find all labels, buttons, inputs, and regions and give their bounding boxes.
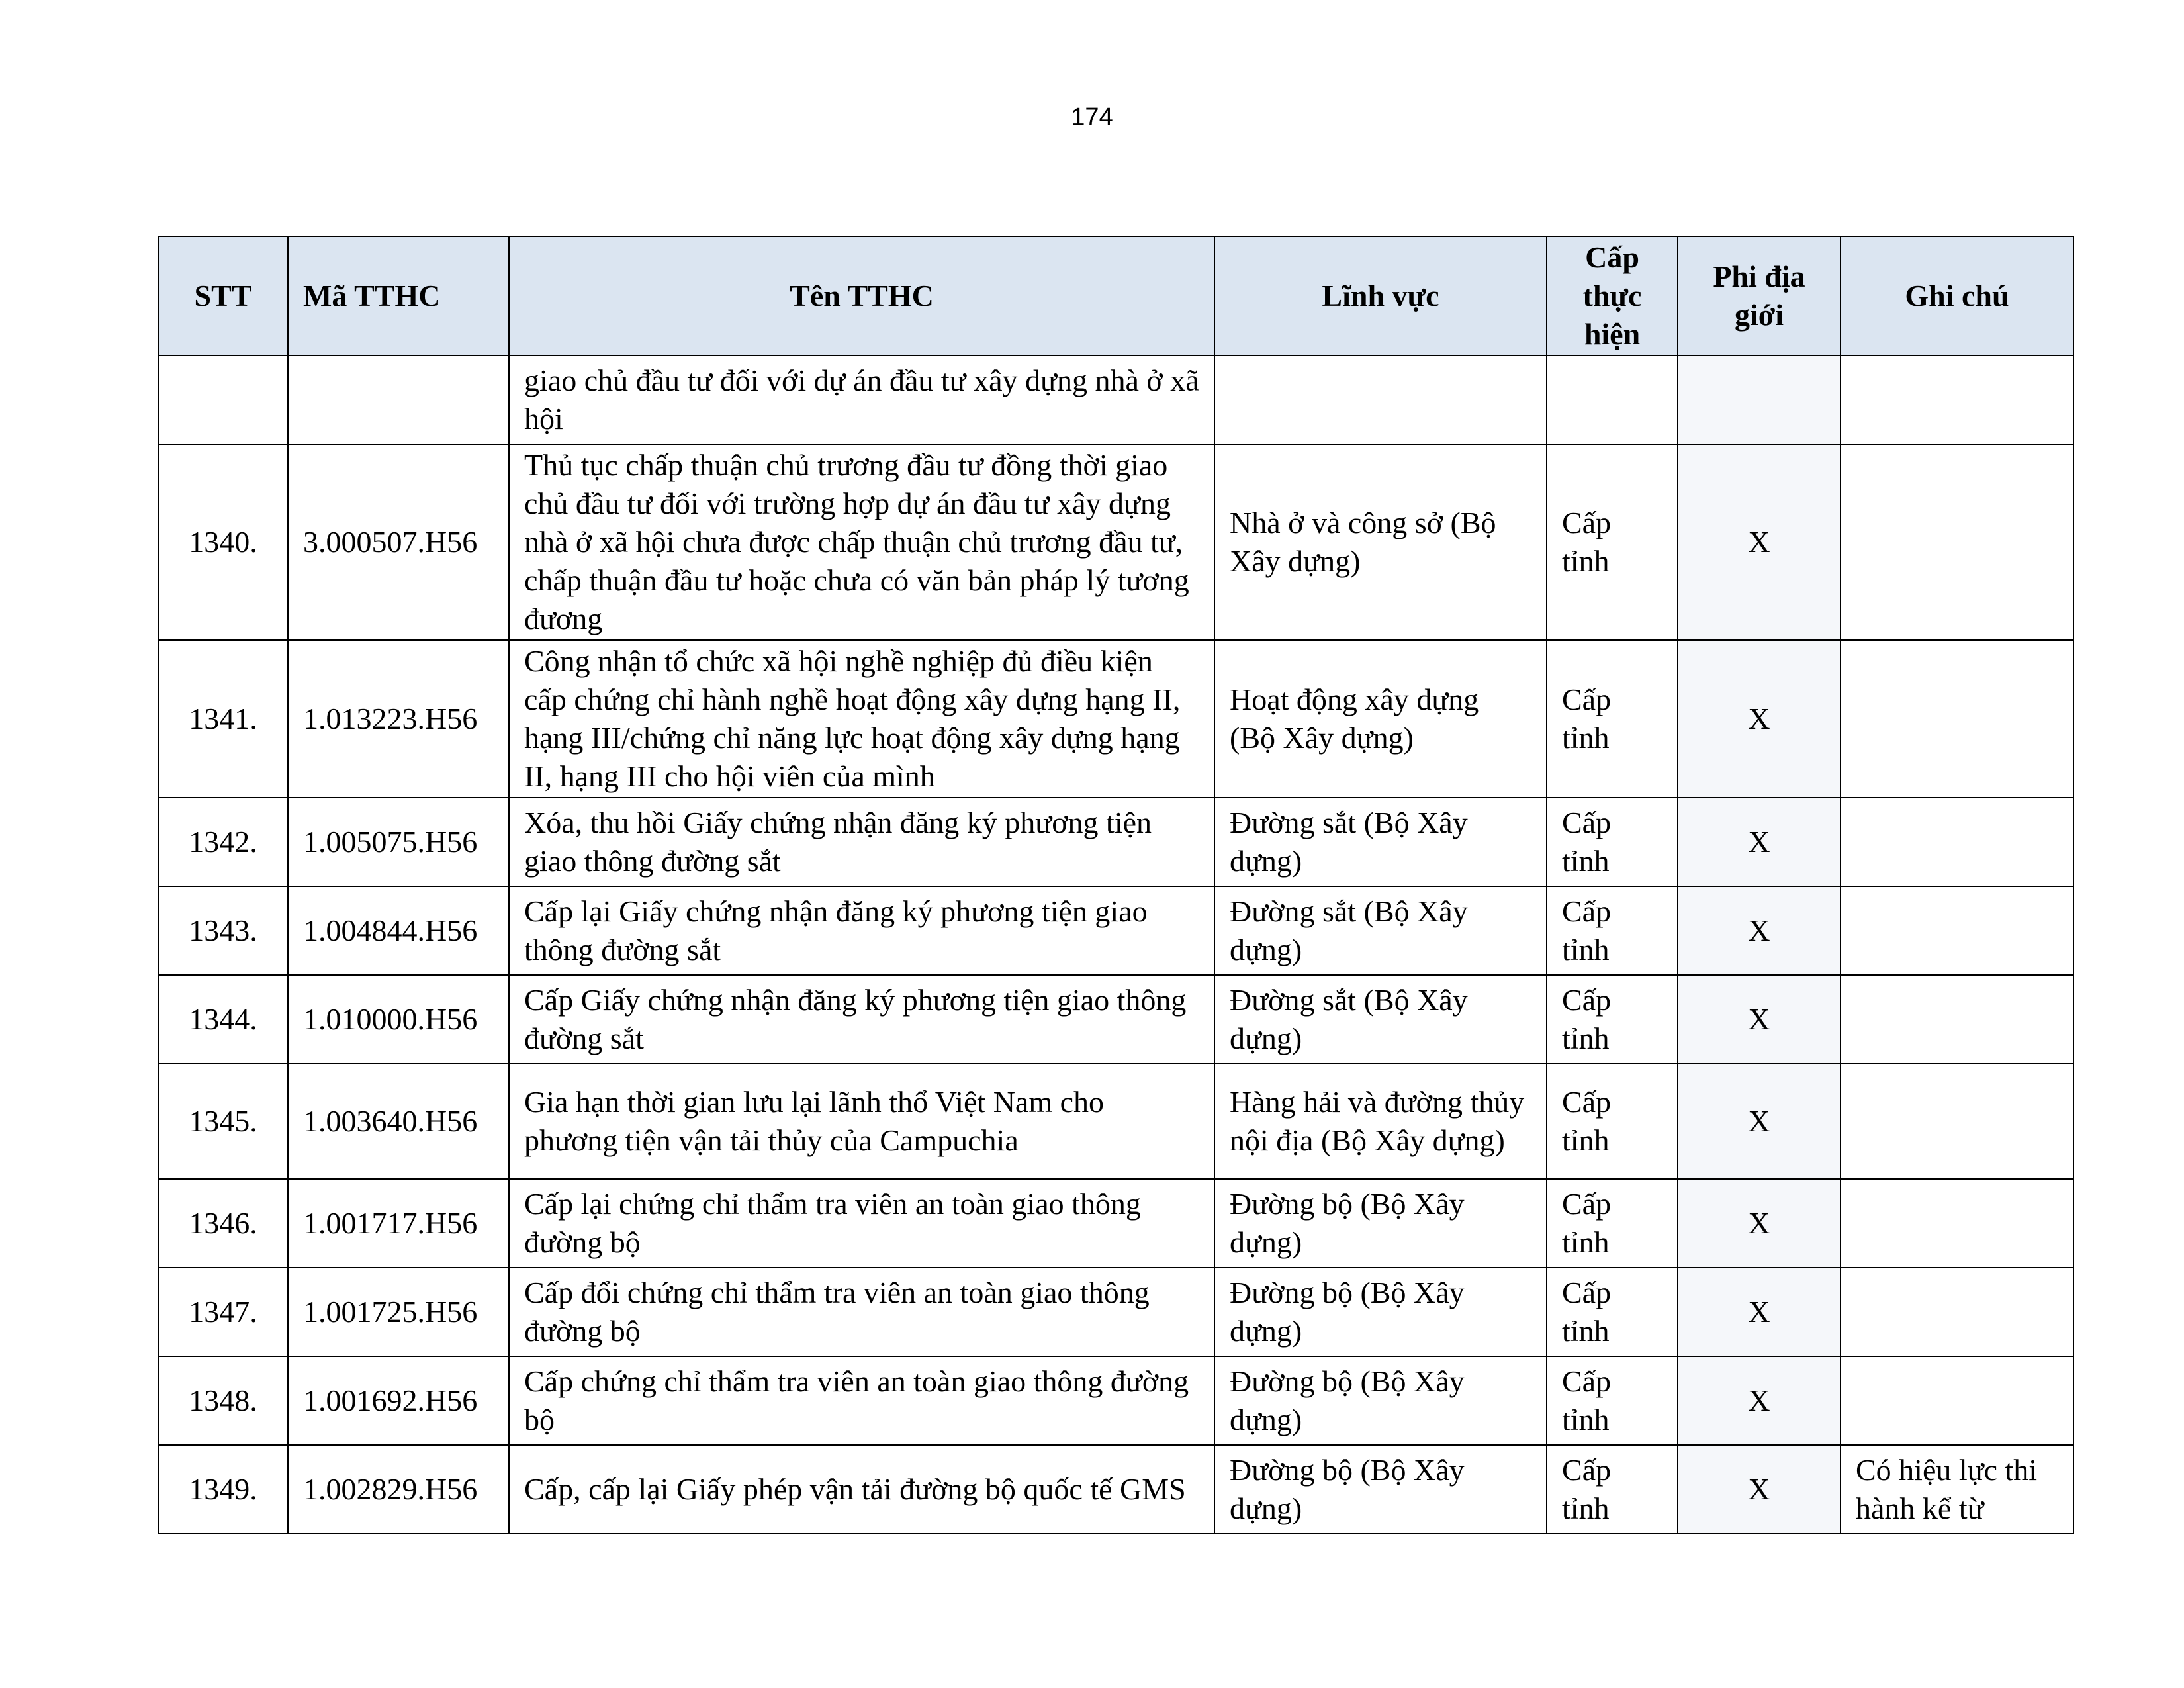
cell-ma-tthc: 1.003640.H56 xyxy=(288,1064,509,1179)
cell-stt: 1346. xyxy=(158,1179,288,1268)
cell-cap-thuc-hien: Cấp tỉnh xyxy=(1547,1356,1678,1445)
cell-ghi-chu xyxy=(1841,1356,2073,1445)
cell-ma-tthc: 1.013223.H56 xyxy=(288,640,509,798)
cell-ten-tthc: Công nhận tổ chức xã hội nghề nghiệp đủ điều kiện cấp chứng chỉ hành nghề hoạt động xây dựng hạng II, hạng III/chứng chỉ năng lực hoạt động xây dựng hạng II, hạng III cho hội viên của mình xyxy=(509,640,1214,798)
cell-phi-dia-gioi: X xyxy=(1678,1445,1841,1534)
cell-ten-tthc: Cấp lại chứng chỉ thẩm tra viên an toàn giao thông đường bộ xyxy=(509,1179,1214,1268)
cell-ten-tthc: Cấp đổi chứng chỉ thẩm tra viên an toàn giao thông đường bộ xyxy=(509,1268,1214,1356)
cell-stt: 1345. xyxy=(158,1064,288,1179)
cell-phi-dia-gioi xyxy=(1678,355,1841,444)
cell-phi-dia-gioi: X xyxy=(1678,798,1841,886)
cell-ten-tthc: Cấp, cấp lại Giấy phép vận tải đường bộ quốc tế GMS xyxy=(509,1445,1214,1534)
cell-ma-tthc: 1.001725.H56 xyxy=(288,1268,509,1356)
cell-linh-vuc: Đường sắt (Bộ Xây dựng) xyxy=(1214,886,1547,975)
header-stt: STT xyxy=(158,236,288,355)
table-row xyxy=(158,1356,2073,1445)
cell-phi-dia-gioi: X xyxy=(1678,640,1841,798)
header-ghi-chu: Ghi chú xyxy=(1841,236,2073,355)
cell-phi-dia-gioi: X xyxy=(1678,1064,1841,1179)
cell-ghi-chu xyxy=(1841,798,2073,886)
cell-ghi-chu xyxy=(1841,1064,2073,1179)
cell-linh-vuc: Đường bộ (Bộ Xây dựng) xyxy=(1214,1445,1547,1534)
cell-ten-tthc: Thủ tục chấp thuận chủ trương đầu tư đồng thời giao chủ đầu tư đối với trường hợp dự án đầu tư xây dựng nhà ở xã hội chưa được chấp thuận chủ trương đầu tư, chấp thuận đầu tư hoặc chưa có văn bản pháp lý tương đương xyxy=(509,444,1214,640)
cell-linh-vuc xyxy=(1214,355,1547,444)
cell-stt: 1340. xyxy=(158,444,288,640)
tthc-table xyxy=(158,236,2074,1534)
table-header-row xyxy=(158,236,2073,355)
cell-stt xyxy=(158,355,288,444)
cell-phi-dia-gioi: X xyxy=(1678,975,1841,1064)
cell-stt: 1348. xyxy=(158,1356,288,1445)
cell-ghi-chu xyxy=(1841,1179,2073,1268)
cell-ma-tthc: 1.001717.H56 xyxy=(288,1179,509,1268)
table-row xyxy=(158,1179,2073,1268)
table-row xyxy=(158,975,2073,1064)
cell-stt: 1341. xyxy=(158,640,288,798)
table-row xyxy=(158,1064,2073,1179)
cell-ma-tthc: 1.010000.H56 xyxy=(288,975,509,1064)
cell-linh-vuc: Đường sắt (Bộ Xây dựng) xyxy=(1214,798,1547,886)
cell-linh-vuc: Hoạt động xây dựng (Bộ Xây dựng) xyxy=(1214,640,1547,798)
table-row xyxy=(158,444,2073,640)
cell-ghi-chu xyxy=(1841,1268,2073,1356)
cell-cap-thuc-hien: Cấp tỉnh xyxy=(1547,798,1678,886)
table-row xyxy=(158,355,2073,444)
header-ten-tthc: Tên TTHC xyxy=(509,236,1214,355)
cell-ten-tthc: Gia hạn thời gian lưu lại lãnh thổ Việt Nam cho phương tiện vận tải thủy của Campuchia xyxy=(509,1064,1214,1179)
cell-ghi-chu xyxy=(1841,886,2073,975)
header-cap-thuc-hien: Cấp thực hiện xyxy=(1547,236,1678,355)
cell-linh-vuc: Đường bộ (Bộ Xây dựng) xyxy=(1214,1356,1547,1445)
cell-phi-dia-gioi: X xyxy=(1678,444,1841,640)
header-linh-vuc: Lĩnh vực xyxy=(1214,236,1547,355)
header-ma-tthc: Mã TTHC xyxy=(288,236,509,355)
cell-ghi-chu xyxy=(1841,975,2073,1064)
cell-phi-dia-gioi: X xyxy=(1678,886,1841,975)
cell-ma-tthc: 3.000507.H56 xyxy=(288,444,509,640)
cell-linh-vuc: Đường bộ (Bộ Xây dựng) xyxy=(1214,1179,1547,1268)
cell-ghi-chu xyxy=(1841,444,2073,640)
cell-ten-tthc: Cấp lại Giấy chứng nhận đăng ký phương tiện giao thông đường sắt xyxy=(509,886,1214,975)
cell-ten-tthc: Cấp chứng chỉ thẩm tra viên an toàn giao thông đường bộ xyxy=(509,1356,1214,1445)
cell-stt: 1349. xyxy=(158,1445,288,1534)
cell-cap-thuc-hien: Cấp tỉnh xyxy=(1547,975,1678,1064)
cell-ghi-chu xyxy=(1841,640,2073,798)
cell-cap-thuc-hien: Cấp tỉnh xyxy=(1547,1268,1678,1356)
table-row xyxy=(158,1445,2073,1534)
page-number: 174 xyxy=(1071,103,1113,131)
cell-cap-thuc-hien: Cấp tỉnh xyxy=(1547,444,1678,640)
cell-stt: 1342. xyxy=(158,798,288,886)
cell-ma-tthc: 1.004844.H56 xyxy=(288,886,509,975)
cell-phi-dia-gioi: X xyxy=(1678,1179,1841,1268)
cell-ten-tthc: Cấp Giấy chứng nhận đăng ký phương tiện giao thông đường sắt xyxy=(509,975,1214,1064)
cell-linh-vuc: Hàng hải và đường thủy nội địa (Bộ Xây dựng) xyxy=(1214,1064,1547,1179)
cell-linh-vuc: Đường sắt (Bộ Xây dựng) xyxy=(1214,975,1547,1064)
cell-cap-thuc-hien xyxy=(1547,355,1678,444)
table-row xyxy=(158,640,2073,798)
cell-stt: 1347. xyxy=(158,1268,288,1356)
cell-ma-tthc: 1.001692.H56 xyxy=(288,1356,509,1445)
cell-cap-thuc-hien: Cấp tỉnh xyxy=(1547,1064,1678,1179)
header-phi-dia-gioi: Phi địa giới xyxy=(1678,236,1841,355)
table-row xyxy=(158,886,2073,975)
cell-cap-thuc-hien: Cấp tỉnh xyxy=(1547,1445,1678,1534)
table-row xyxy=(158,798,2073,886)
cell-ma-tthc: 1.002829.H56 xyxy=(288,1445,509,1534)
cell-ten-tthc: Xóa, thu hồi Giấy chứng nhận đăng ký phương tiện giao thông đường sắt xyxy=(509,798,1214,886)
cell-cap-thuc-hien: Cấp tỉnh xyxy=(1547,640,1678,798)
cell-phi-dia-gioi: X xyxy=(1678,1356,1841,1445)
cell-linh-vuc: Nhà ở và công sở (Bộ Xây dựng) xyxy=(1214,444,1547,640)
cell-ghi-chu xyxy=(1841,355,2073,444)
cell-linh-vuc: Đường bộ (Bộ Xây dựng) xyxy=(1214,1268,1547,1356)
cell-ten-tthc: giao chủ đầu tư đối với dự án đầu tư xây dựng nhà ở xã hội xyxy=(509,355,1214,444)
cell-phi-dia-gioi: X xyxy=(1678,1268,1841,1356)
cell-ma-tthc: 1.005075.H56 xyxy=(288,798,509,886)
cell-ghi-chu: Có hiệu lực thi hành kể từ xyxy=(1841,1445,2073,1534)
table-row xyxy=(158,1268,2073,1356)
cell-stt: 1343. xyxy=(158,886,288,975)
cell-cap-thuc-hien: Cấp tỉnh xyxy=(1547,886,1678,975)
cell-ma-tthc xyxy=(288,355,509,444)
cell-cap-thuc-hien: Cấp tỉnh xyxy=(1547,1179,1678,1268)
cell-stt: 1344. xyxy=(158,975,288,1064)
